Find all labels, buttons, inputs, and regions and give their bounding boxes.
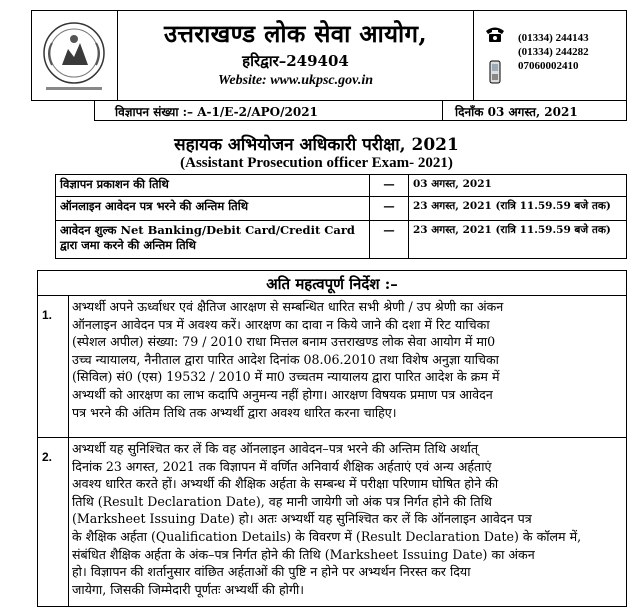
date-dash: — [370,175,409,197]
mobile-phone-icon [488,59,502,85]
date-label: विज्ञापन प्रकाशन की तिथि [56,175,370,197]
text-line: (स्पेशल अपील) संख्या: 79 / 2010 राधा मित्तल बनाम उत्तराखण्ड लोक सेवा आयोग में मा0 [72,334,496,350]
text-line: (सिविल) सं0 (एस) 19532 / 2010 में मा0 उच्चतम न्यायालय द्वारा पारित आदेश के क्रम में [72,369,500,385]
text-line: तिथि (Result Declaration Date), वह मानी जायेगी जो अंक पत्र निर्गत होने की तिथि [72,493,492,509]
text-line: हो। विज्ञापन की शर्तानुसार वांछित अर्हताओं की पुष्टि न होने पर अभ्यर्थन निरस्त कर दिया [72,564,471,580]
text-line: पत्र भरने की अंतिम तिथि तक अभ्यर्थी द्वारा अवश्य धारित करना चाहिए। [72,404,397,420]
phone-number: (01334) 244143 [518,32,589,44]
text-line: अभ्यर्थी को आरक्षण का लाभ कदापि अनुमन्य नहीं होगा। आरक्षण विषयक प्रमाण पत्र आवेदन [72,386,493,402]
exam-title-english: (Assistant Prosecution officer Exam- 2021) [180,155,453,171]
table-row [56,175,627,197]
date-value: 23 अगस्त, 2021 (रात्रि 11.59.59 बजे तक) [409,197,627,221]
text-line: ऑनलाइन आवेदन पत्र में अवश्य करें। आरक्षण का दावा न किये जाने की दशा में रिट याचिका [72,316,490,332]
org-website: Website: www.ukpsc.gov.in [217,73,374,88]
date-label: आवेदन शुल्क Net Banking/Debit Card/Credit Card द्वारा जमा करने की अन्तिम तिथि [56,221,370,259]
phone-list [518,31,589,73]
letterhead [31,10,627,101]
phone-number: (01334) 244282 [518,46,589,58]
exam-title-hindi: सहायक अभियोजन अधिकारी परीक्षा, 2021 [174,135,459,155]
telephone-icon [484,25,506,43]
text-line: अवश्य धारित करते हों। अभ्यर्थी की शैक्षिक अर्हता के सम्बन्ध में परीक्षा परिणाम घोषित होने की [72,476,499,492]
item-number: 2. [37,438,69,607]
date-dash: — [370,221,409,259]
text-line: के शैक्षिक अर्हता (Qualification Details) के विवरण में (Result Declaration Date) के कॉलम में, [72,528,582,544]
date-value: 23 अगस्त, 2021 (रात्रि 11.59.59 बजे तक) [409,221,627,259]
advertisement-date: दिनाँक 03 अगस्त, 2021 [455,105,578,119]
org-city: हरिद्वार–249404 [242,52,349,70]
instructions-heading: अति महत्वपूर्ण निर्देश :– [37,270,627,296]
item-number: 1. [37,296,69,438]
text-line: जायेगा, जिसकी जिम्मेदारी पूर्णतः अभ्यर्थी की होगी। [72,581,305,597]
phone-number: 07060002410 [518,60,579,72]
table-row [56,197,627,221]
date-dash: — [370,197,409,221]
text-line: उच्च न्यायालय, नैनीताल द्वारा पारित आदेश दिनांक 08.06.2010 तथा विशेष अनुज्ञा याचिका [72,351,499,367]
text-line: अभ्यर्थी यह सुनिश्चित कर लें कि वह ऑनलाइन आवेदन–पत्र भरने की अन्तिम तिथि अर्थात् [72,441,479,456]
table-row [56,221,627,259]
logo-cell [32,11,118,100]
date-label: ऑनलाइन आवेदन पत्र भरने की अन्तिम तिथि [56,197,370,221]
text-line: संबंधित शैक्षिक अर्हता के अंक–पत्र निर्गत होने की तिथि (Marksheet Issuing Date) का अंकन [72,546,535,562]
commission-logo [32,13,116,99]
title-cell [118,11,474,100]
date-value: 03 अगस्त, 2021 [409,175,627,197]
advertisement-number: विज्ञापन संख्या :– A-1/E-2/APO/2021 [95,101,443,120]
instruction-item [68,438,627,607]
contact-cell [474,11,626,100]
text-line: अभ्यर्थी अपने ऊर्ध्वाधर एवं क्षैतिज आरक्षण से सम्बन्धित धारित सभी श्रेणी / उप श्रेणी का अंकन [72,299,504,314]
org-name: उत्तराखण्ड लोक सेवा आयोग, [163,19,428,48]
instruction-item [68,296,627,438]
advertisement-row [94,101,627,121]
important-dates-table [55,174,627,259]
text-line: दिनांक 23 अगस्त, 2021 तक विज्ञापन में वर्णित अनिवार्य शैक्षिक अर्हताएं एवं अन्य अर्हताएं [72,458,492,474]
text-line: (Marksheet Issuing Date) हो। अतः अभ्यर्थी यह सुनिश्चित कर लें कि ऑनलाइन आवेदन पत्र [72,511,532,527]
